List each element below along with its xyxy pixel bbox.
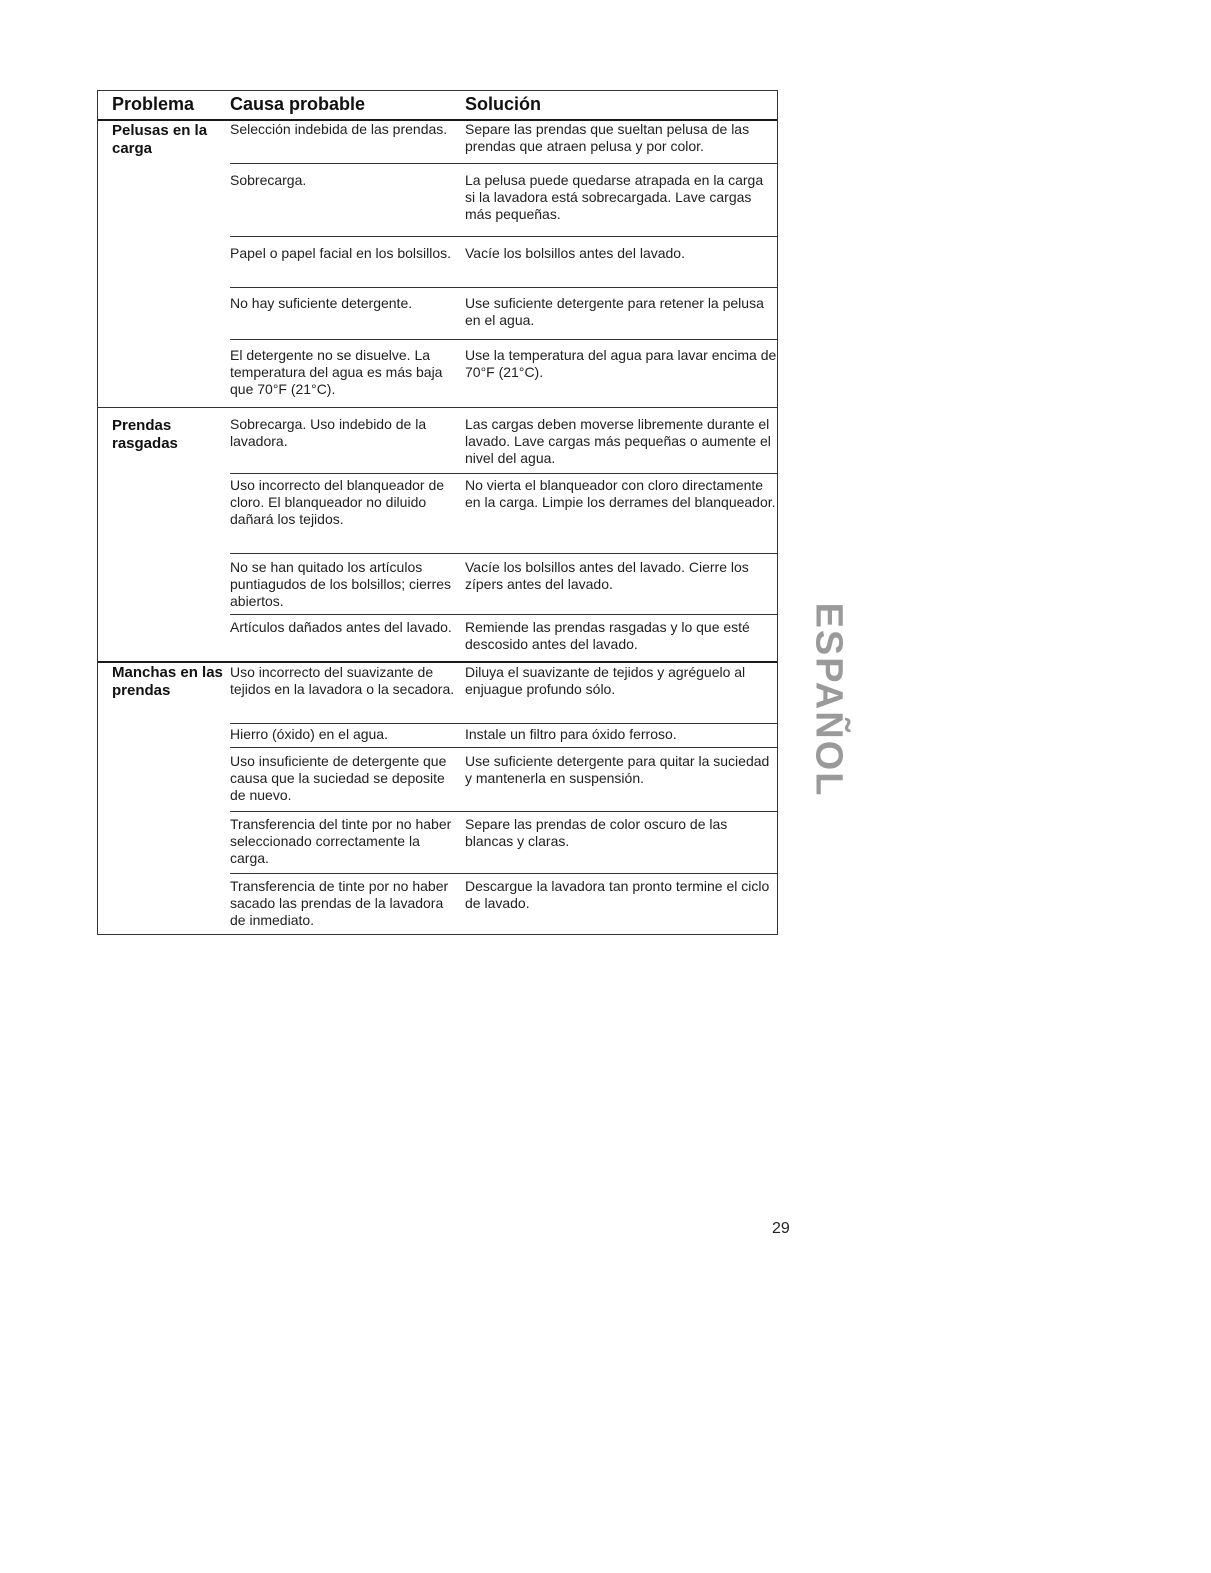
row-divider	[230, 873, 777, 874]
solution-cell: Vacíe los bolsillos antes del lavado.	[465, 245, 685, 261]
solution-cell: Las cargas deben moverse libremente durante el lavado. Lave cargas más pequeñas o aumente el nivel del agua.	[465, 416, 771, 466]
row-divider	[230, 473, 777, 474]
troubleshooting-table	[97, 90, 778, 935]
row-divider	[230, 163, 777, 164]
table-row	[230, 236, 777, 287]
table-row	[230, 614, 777, 661]
solution-cell: La pelusa puede quedarse atrapada en la carga si la lavadora está sobrecargada. Lave cargas más pequeñas.	[465, 172, 764, 222]
row-divider	[230, 614, 777, 615]
row-divider	[230, 723, 777, 724]
cause-cell: Hierro (óxido) en el agua.	[230, 726, 388, 742]
row-divider	[230, 811, 777, 812]
table-row	[230, 287, 777, 339]
solution-cell: Use la temperatura del agua para lavar encima de 70°F (21°C).	[465, 347, 777, 380]
section-torn	[98, 407, 777, 661]
cause-cell: Transferencia del tinte por no haber seleccionado correctamente la carga.	[230, 816, 452, 866]
solution-cell: Use suficiente detergente para retener la pelusa en el agua.	[465, 295, 764, 328]
row-divider	[230, 339, 777, 340]
cause-cell: Uso insuficiente de detergente que causa que la suciedad se deposite de nuevo.	[230, 753, 447, 803]
language-side-tab	[807, 602, 850, 798]
table-row	[230, 553, 777, 614]
cause-cell: Uso incorrecto del suavizante de tejidos en la lavadora o la secadora.	[230, 664, 455, 697]
table-row	[230, 407, 777, 473]
row-divider	[230, 287, 777, 288]
solution-cell: Separe las prendas que sueltan pelusa de las prendas que atraen pelusa y por color.	[465, 121, 750, 154]
table-row	[230, 163, 777, 236]
problem-label: Manchas en las prendas	[112, 664, 223, 699]
cause-cell: Artículos dañados antes del lavado.	[230, 619, 452, 635]
cause-cell: Uso incorrecto del blanqueador de cloro. El blanqueador no diluido dañará los tejidos.	[230, 477, 445, 527]
solution-cell: No vierta el blanqueador con cloro directamente en la carga. Limpie los derrames del blanqueador.	[465, 477, 776, 510]
solution-cell: Separe las prendas de color oscuro de las blancas y claras.	[465, 816, 728, 849]
table-row	[230, 811, 777, 873]
table-row	[230, 747, 777, 811]
table-row	[230, 473, 777, 553]
table-row	[230, 661, 777, 723]
header-cause: Causa probable	[230, 94, 366, 114]
row-divider	[230, 553, 777, 554]
table-row	[230, 119, 777, 163]
solution-cell: Vacíe los bolsillos antes del lavado. Cierre los zípers antes del lavado.	[465, 559, 749, 592]
cause-cell: Transferencia de tinte por no haber sacado las prendas de la lavadora de inmediato.	[230, 878, 449, 928]
table-row	[230, 339, 777, 407]
row-divider	[230, 747, 777, 748]
cause-cell: Selección indebida de las prendas.	[230, 121, 448, 137]
solution-cell: Descargue la lavadora tan pronto termine el ciclo de lavado.	[465, 878, 770, 911]
solution-cell: Remiende las prendas rasgadas y lo que esté descosido antes del lavado.	[465, 619, 750, 652]
cause-cell: Sobrecarga. Uso indebido de la lavadora.	[230, 416, 427, 449]
table-row	[230, 873, 777, 936]
section-stains	[98, 661, 777, 936]
language-label: ESPAÑOL	[807, 602, 850, 798]
row-divider	[230, 236, 777, 237]
table-row	[230, 723, 777, 747]
header-problem: Problema	[112, 94, 195, 114]
problem-label: Pelusas en la carga	[112, 122, 208, 157]
cause-cell: Papel o papel facial en los bolsillos.	[230, 245, 452, 261]
cause-cell: Sobrecarga.	[230, 172, 307, 188]
solution-cell: Use suficiente detergente para quitar la suciedad y mantenerla en suspensión.	[465, 753, 770, 786]
cause-cell: No hay suficiente detergente.	[230, 295, 413, 311]
problem-label: Prendas rasgadas	[112, 417, 178, 452]
solution-cell: Instale un filtro para óxido ferroso.	[465, 726, 677, 742]
cause-cell: No se han quitado los artículos puntiagudos de los bolsillos; cierres abiertos.	[230, 559, 452, 609]
table-header	[98, 91, 777, 121]
section-lint	[98, 119, 777, 407]
cause-cell: El detergente no se disuelve. La temperatura del agua es más baja que 70°F (21°C).	[230, 347, 443, 397]
header-solution: Solución	[465, 94, 541, 114]
solution-cell: Diluya el suavizante de tejidos y agréguelo al enjuague profundo sólo.	[465, 664, 746, 697]
page-number: 29	[772, 1220, 790, 1237]
